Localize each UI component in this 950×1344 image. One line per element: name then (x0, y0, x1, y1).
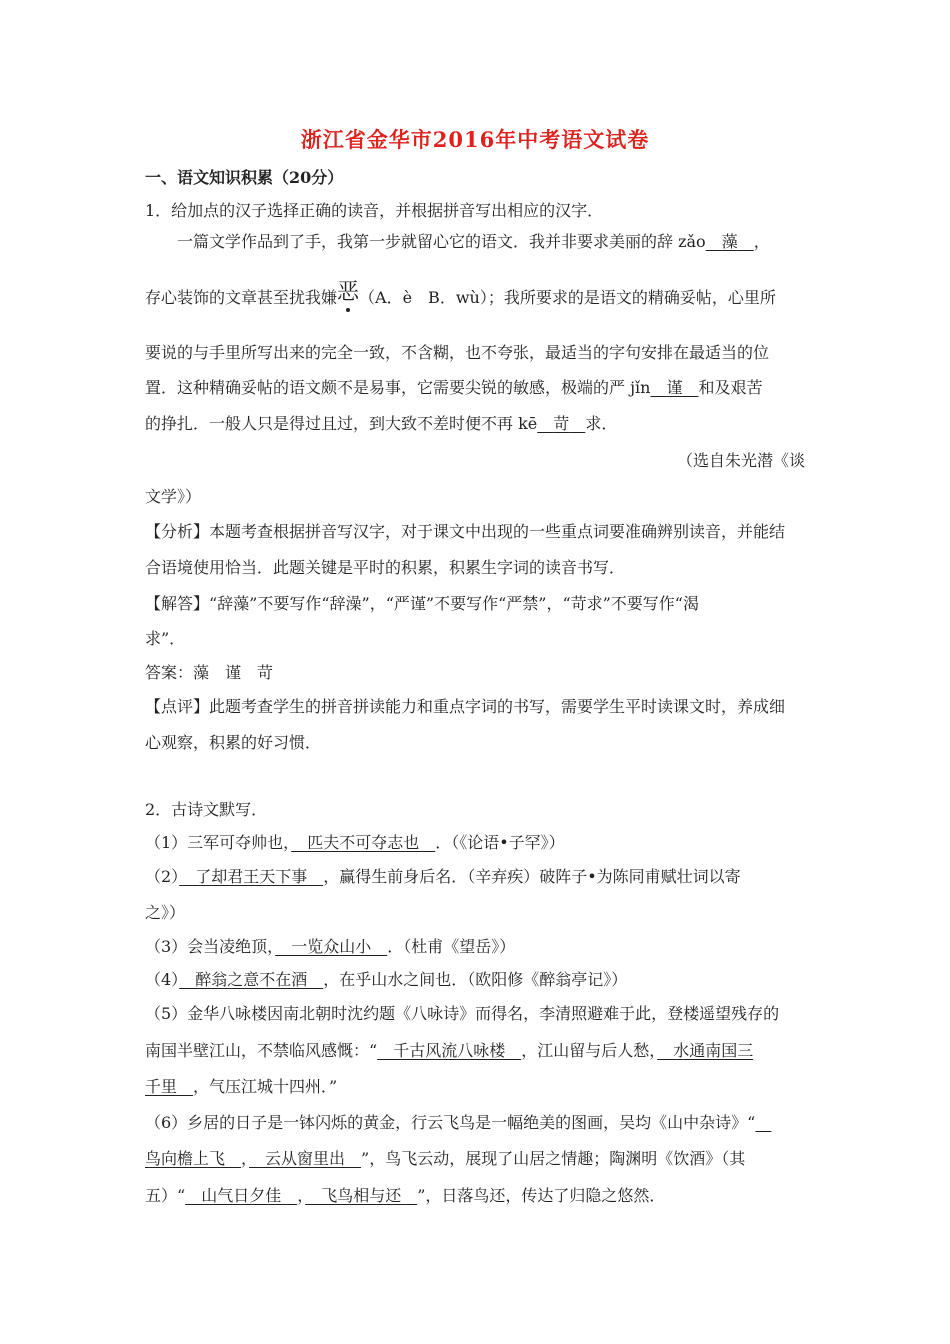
q2-item-3 (145, 937, 515, 957)
q1-blank-2 (650, 378, 698, 397)
q2-text: ”，鸟飞云动，展现了山居之情趣；陶渊明《饮酒》（其 (361, 1149, 746, 1168)
section-heading: 一、语文知识积累（20分） (145, 168, 344, 187)
q1-source-line-1: （选自朱光潜《谈 (676, 451, 805, 470)
q1-blank-3-answer: 苛 (553, 414, 570, 433)
q1-analysis-line-1: 【分析】本题考查根据拼音写汉字，对于课文中出现的一些重点词要准确辨别读音，并能结 (145, 522, 786, 541)
q2-text: ，在乎山水之间也．（欧阳修《醉翁亭记》） (323, 970, 628, 989)
q1-passage-line-1 (177, 232, 770, 252)
q2-item-5-line-2 (145, 1041, 753, 1061)
q2-text: ，江山留与后人愁， (521, 1041, 658, 1060)
q1-solution-line-2: 求”． (145, 629, 186, 648)
q1-solution-line-1: 【解答】“辞藻”不要写作“辞澡”，“严谨”不要写作“严禁”，“苛求”不要写作“渴 (145, 594, 699, 613)
q1-blank-3 (537, 414, 585, 433)
q1-passage-line-3: 要说的与手里所写出来的完全一致，不含糊，也不夸张，最适当的字句安排在最适当的位 (145, 343, 770, 362)
q2-text: （2） (145, 867, 180, 886)
q2-item-1 (145, 833, 565, 853)
q2-item-6-line-2 (145, 1149, 745, 1169)
dotted-character (337, 280, 360, 305)
q2-item-2 (145, 867, 741, 887)
q1-comment-line-2: 心观察，积累的好习惯． (145, 733, 322, 752)
dotted-character-text: 恶 (337, 280, 360, 305)
page-title: 浙江省金华市2016年中考语文试卷 (300, 127, 650, 152)
emphasis-dot (346, 308, 350, 312)
q2-blank: 匹夫不可夺志也 (291, 833, 436, 852)
q1-passage-line-4 (145, 378, 763, 398)
q2-blank: 醉翁之意不在酒 (179, 970, 324, 989)
q2-blank: 千古风流八咏楼 (377, 1041, 522, 1060)
q2-item-6-line-3 (145, 1186, 665, 1206)
q1-text: （A．è B．wù）；我所要求的是语文的精确妥帖，心里所 (359, 288, 776, 307)
q2-text: ”，日落鸟还，传达了归隐之悠然． (417, 1186, 666, 1205)
q1-text: 和及艰苦 (698, 378, 763, 397)
q2-blank (755, 1113, 771, 1132)
q1-passage-line-5 (145, 414, 617, 434)
q2-text: ， (297, 1186, 306, 1205)
q2-blank: 千里 (145, 1077, 194, 1096)
q1-blank-2-answer: 谨 (666, 378, 683, 397)
q2-text: ．（杜甫《望岳》） (387, 937, 516, 956)
q1-text: 一篇文学作品到了手，我第一步就留心它的语文．我并非要求美丽的辞 zǎo (177, 232, 706, 251)
q2-text: （1）三军可夺帅也， (145, 833, 292, 852)
q2-blank: 飞鸟相与还 (305, 1186, 418, 1205)
q1-stem: 1．给加点的汉子选择正确的读音，并根据拼音写出相应的汉字． (145, 201, 604, 220)
q2-item-4 (145, 970, 627, 990)
q1-comment-line-1: 【点评】此题考查学生的拼音拼读能力和重点字词的书写，需要学生平时读课文时，养成细 (145, 697, 786, 716)
q2-item-5: （5）金华八咏楼因南北朝时沈约题《八咏诗》而得名，李清照避难于此，登楼遥望残存的 (145, 1004, 780, 1023)
q1-blank-1-answer: 藻 (721, 232, 738, 251)
q2-blank: 鸟向檐上飞 (145, 1149, 242, 1168)
q1-text: 存心装饰的文章甚至扰我嫌 (145, 288, 338, 307)
q2-text: （6）乡居的日子是一钵闪烁的黄金，行云飞鸟是一幅绝美的图画，吴均《山中杂诗》“ (145, 1113, 756, 1132)
q1-text: 求． (585, 414, 618, 433)
q1-text: 的挣扎．一般人只是得过且过，到大致不差时便不再 kē (145, 414, 538, 433)
q2-text: ， (241, 1149, 250, 1168)
q2-blank: 一览众山小 (275, 937, 388, 956)
q2-blank: 水通南国三 (657, 1041, 754, 1060)
q2-text: ，气压江城十四州．” (193, 1077, 338, 1096)
q1-passage-line-2 (145, 280, 776, 308)
q2-text: ．（《论语•子罕》） (435, 833, 565, 852)
q1-answer: 答案：藻 谨 苛 (145, 663, 274, 682)
q2-stem: 2．古诗文默写． (145, 800, 268, 819)
q2-text: （4） (145, 970, 180, 989)
q1-blank-1 (706, 232, 754, 251)
q2-blank: 山气日夕佳 (185, 1186, 298, 1205)
q2-item-6 (145, 1113, 771, 1133)
q2-item-2-cont: 之》） (145, 903, 186, 922)
q2-text: 五）“ (145, 1186, 186, 1205)
q2-text: ，赢得生前身后名．（辛弃疾）破阵子•为陈同甫赋壮词以寄 (323, 867, 741, 886)
q1-analysis-line-2: 合语境使用恰当．此题关键是平时的积累，积累生字词的读音书写． (145, 558, 626, 577)
q2-blank: 了却君王天下事 (179, 867, 324, 886)
q2-text: 南国半壁江山，不禁临风感慨：“ (145, 1041, 378, 1060)
q2-blank: 云从窗里出 (249, 1149, 362, 1168)
q2-item-5-line-3 (145, 1077, 337, 1097)
q2-text: （3）会当凌绝顶， (145, 937, 276, 956)
q1-source-line-2: 文学》） (145, 487, 202, 506)
q1-text: ， (753, 232, 770, 251)
q1-text: 置．这种精确妥帖的语文颇不是易事，它需要尖锐的敏感，极端的严 jǐn (145, 378, 651, 397)
